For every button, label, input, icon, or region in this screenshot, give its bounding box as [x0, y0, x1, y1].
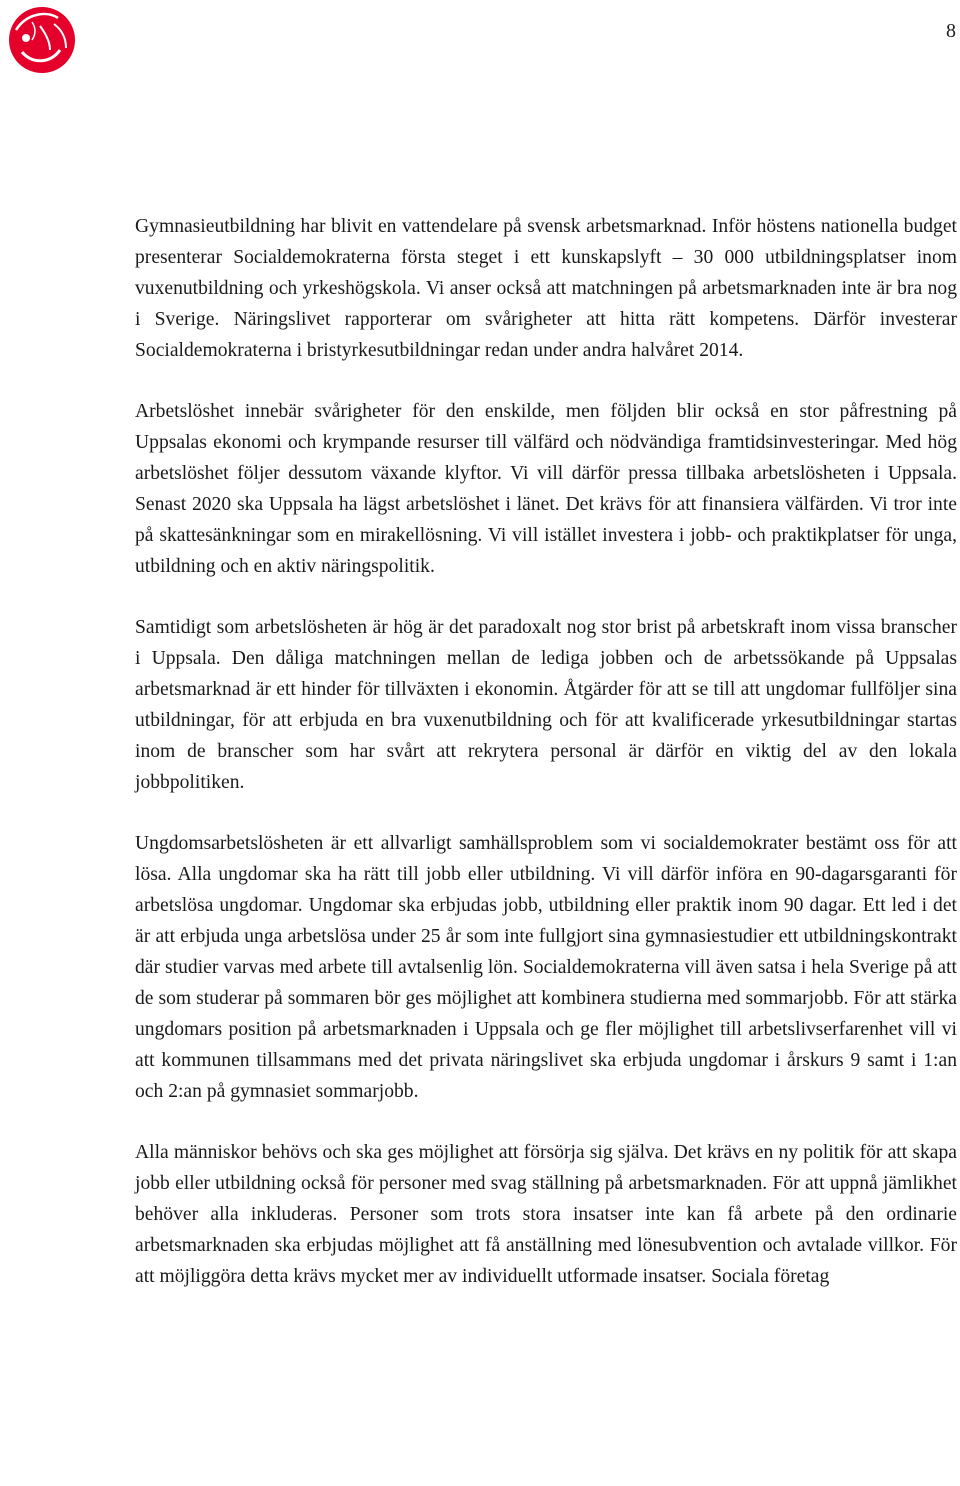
paragraph-2: Arbetslöshet innebär svårigheter för den enskilde, men följden blir också en stor påfrestning på Uppsalas ekonomi och krympande resurser till välfärd och nödvändiga framtidsinvesteringar. Med hög arbetslöshet följer dessutom växande klyftor. Vi vill därför pressa tillbaka arbetslösheten i Uppsala. Senast 2020 ska Uppsala ha lägst arbetslöshet i länet. Det krävs för att finansiera välfärden. Vi tror inte på skattesänkningar som en mirakellösning. Vi vill istället investera i jobb- och praktikplatser för unga, utbildning och en aktiv näringspolitik. [135, 401, 957, 577]
document-body [135, 211, 957, 1322]
rose-logo-icon [6, 4, 78, 76]
paragraph-5: Alla människor behövs och ska ges möjlighet att försörja sig själva. Det krävs en ny politik för att skapa jobb eller utbildning också för personer med svag ställning på arbetsmarknaden. För att uppnå jämlikhet behöver alla inkluderas. Personer som trots stora insatser inte kan få arbete på den ordinarie arbetsmarknaden ska erbjudas möjlighet att få anställning med lönesubvention och avtalade villkor. För att möjliggöra detta krävs mycket mer av individuellt utformade insatser. Sociala företag [135, 1142, 957, 1287]
paragraph-3: Samtidigt som arbetslösheten är hög är det paradoxalt nog stor brist på arbetskraft inom vissa branscher i Uppsala. Den dåliga matchningen mellan de lediga jobben och de arbetssökande på Uppsalas arbetsmarknad är ett hinder för tillväxten i ekonomin. Åtgärder för att se till att ungdomar fullföljer sina utbildningar, för att erbjuda en bra vuxenutbildning och för att kvalificerade yrkesutbildningar startas inom de branscher som har svårt att rekrytera personal är därför en viktig del av den lokala jobbpolitiken. [135, 617, 957, 793]
page-number: 8 [946, 20, 956, 42]
paragraph-4: Ungdomsarbetslösheten är ett allvarligt samhällsproblem som vi socialdemokrater bestämt oss för att lösa. Alla ungdomar ska ha rätt till jobb eller utbildning. Vi vill därför införa en 90-dagarsgaranti för arbetslösa ungdomar. Ungdomar ska erbjudas jobb, utbildning eller praktik inom 90 dagar. Ett led i det är att erbjuda unga arbetslösa under 25 år som inte fullgjort sina gymnasiestudier ett utbildningskontrakt där studier varvas med arbete till avtalsenlig lön. Socialdemokraterna vill även satsa i hela Sverige på att de som studerar på sommaren bör ges möjlighet att kombinera studierna med sommarjobb. För att stärka ungdomars position på arbetsmarknaden i Uppsala och ge fler möjlighet till arbetslivserfarenhet vill vi att kommunen tillsammans med det privata näringslivet ska erbjuda ungdomar i årskurs 9 samt i 1:an och 2:an på gymnasiet sommarjobb. [135, 833, 957, 1102]
paragraph-1: Gymnasieutbildning har blivit en vattendelare på svensk arbetsmarknad. Inför höstens nationella budget presenterar Socialdemokraterna första steget i ett kunskapslyft – 30 000 utbildningsplatser inom vuxenutbildning och yrkeshögskola. Vi anser också att matchningen på arbetsmarknaden inte är bra nog i Sverige. Näringslivet rapporterar om svårigheter att hitta rätt kompetens. Därför investerar Socialdemokraterna i bristyrkesutbildningar redan under andra halvåret 2014. [135, 216, 957, 361]
